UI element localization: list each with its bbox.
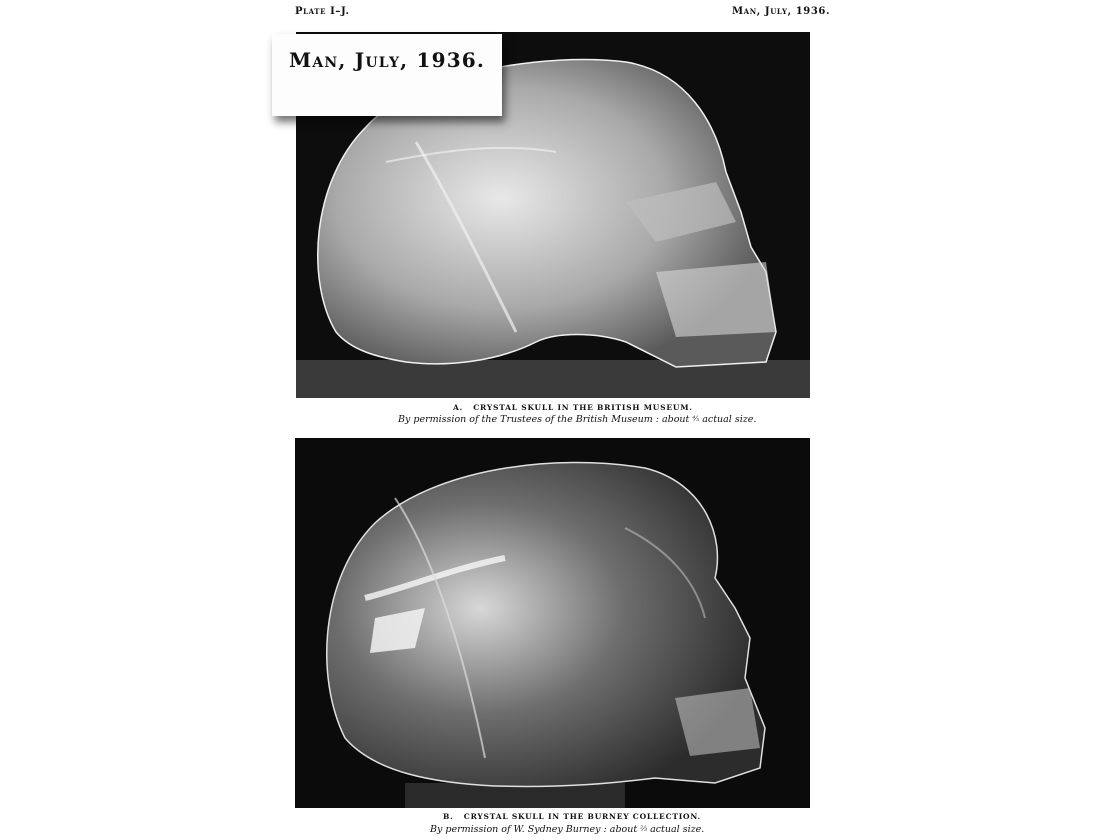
caption-b-text: CRYSTAL SKULL IN THE BURNEY COLLECTION. bbox=[463, 812, 701, 821]
caption-b-fraction: ⅔ bbox=[640, 825, 648, 833]
caption-a-permission-text: By permission of the Trustees of the British Museum : bbox=[398, 414, 659, 425]
caption-a-text: CRYSTAL SKULL IN THE BRITISH MUSEUM. bbox=[473, 403, 693, 412]
caption-a-permission bbox=[398, 414, 756, 425]
zoom-inset-text: Man, July, 1936. bbox=[289, 48, 486, 72]
caption-a-fraction: ⅘ bbox=[692, 415, 700, 423]
caption-b-permission-text: By permission of W. Sydney Burney : bbox=[430, 824, 607, 835]
plate-label: Plate I–J. bbox=[295, 6, 350, 17]
caption-a-letter: A. bbox=[453, 403, 464, 412]
crystal-skull-b-image bbox=[295, 438, 810, 808]
caption-b-title bbox=[443, 812, 701, 821]
caption-b-permission bbox=[430, 824, 704, 835]
caption-a-about: about bbox=[661, 414, 690, 425]
journal-header: Man, July, 1936. bbox=[732, 6, 831, 17]
caption-b-letter: B. bbox=[443, 812, 454, 821]
caption-b-size: actual size. bbox=[650, 824, 705, 835]
caption-a-size: actual size. bbox=[702, 414, 757, 425]
caption-a-title bbox=[453, 403, 693, 412]
caption-b-about: about bbox=[609, 824, 638, 835]
header-zoom-inset bbox=[272, 34, 502, 116]
photo-burney-skull bbox=[295, 438, 810, 808]
